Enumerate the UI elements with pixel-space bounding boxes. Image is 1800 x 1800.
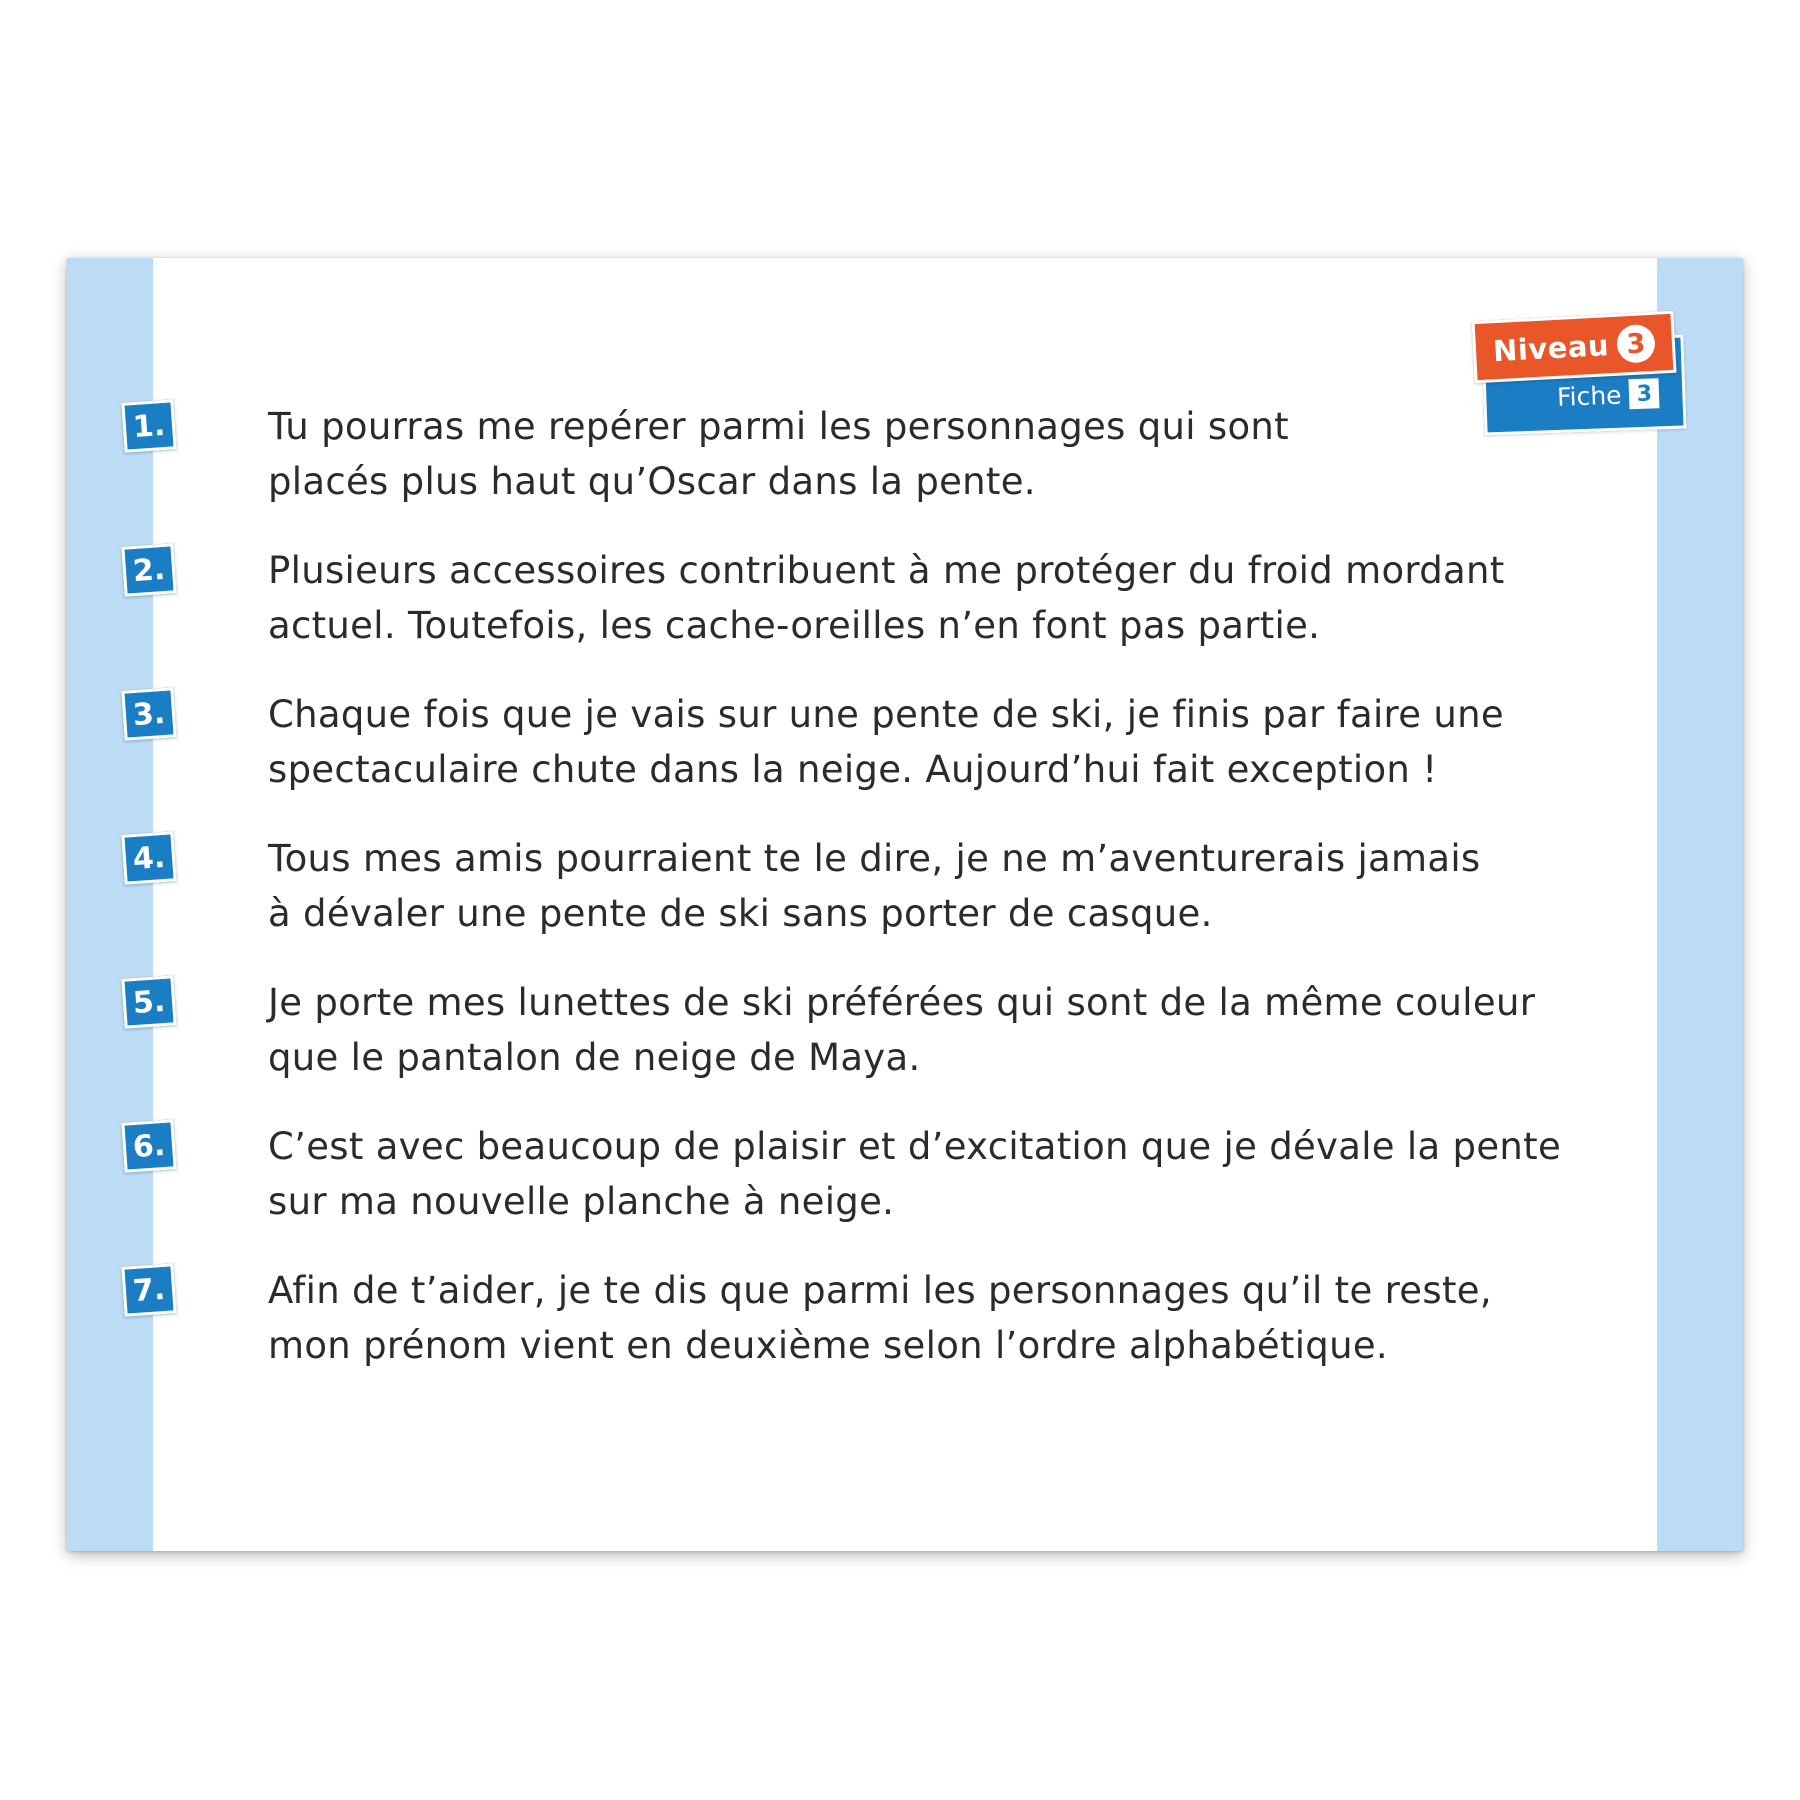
clue-item	[123, 1117, 1583, 1265]
clue-item	[123, 685, 1583, 833]
right-side-band	[1657, 258, 1743, 1551]
clue-text-line: sur ma nouvelle planche à neige.	[268, 1180, 895, 1223]
clue-item	[123, 829, 1583, 977]
clue-text-line: Chaque fois que je vais sur une pente de ski, je finis par faire une	[268, 693, 1504, 736]
clue-number: 6.	[121, 1119, 176, 1173]
niveau-label: Niveau	[1492, 328, 1610, 369]
clue-item	[123, 397, 1583, 545]
clue-text-line: C’est avec beaucoup de plaisir et d’excitation que je dévale la pente	[268, 1125, 1562, 1168]
clue-list	[123, 401, 1583, 1409]
clue-text-line: spectaculaire chute dans la neige. Aujourd’hui fait exception !	[268, 748, 1438, 791]
fiche-label: Fiche	[1556, 380, 1622, 412]
clue-text-line: Tu pourras me repérer parmi les personnages qui sont	[268, 405, 1289, 448]
clue-number: 4.	[121, 831, 176, 885]
clue-text-line: mon prénom vient en deuxième selon l’ordre alphabétique.	[268, 1324, 1388, 1367]
clue-number: 7.	[121, 1263, 176, 1317]
clue-number: 3.	[121, 687, 176, 741]
clue-text-line: Tous mes amis pourraient te le dire, je ne m’aventurerais jamais	[268, 837, 1481, 880]
clue-text-line: Plusieurs accessoires contribuent à me protéger du froid mordant	[268, 549, 1505, 592]
clue-text-line: Je porte mes lunettes de ski préférées qui sont de la même couleur	[268, 981, 1536, 1024]
clue-text-line: placés plus haut qu’Oscar dans la pente.	[268, 460, 1036, 503]
clue-number: 5.	[121, 975, 176, 1029]
clue-item	[123, 973, 1583, 1121]
clue-item	[123, 1261, 1583, 1409]
clue-number: 2.	[121, 543, 176, 597]
clue-card	[67, 258, 1743, 1551]
clue-text-line: à dévaler une pente de ski sans porter de casque.	[268, 892, 1213, 935]
niveau-number: 3	[1616, 324, 1656, 364]
clue-text-line: actuel. Toutefois, les cache-oreilles n’en font pas partie.	[268, 604, 1321, 647]
clue-text-line: Afin de t’aider, je te dis que parmi les personnages qu’il te reste,	[268, 1269, 1492, 1312]
clue-number: 1.	[121, 399, 176, 453]
niveau-tag	[1472, 311, 1677, 383]
clue-item	[123, 541, 1583, 689]
clue-text-line: que le pantalon de neige de Maya.	[268, 1036, 921, 1079]
fiche-number: 3	[1628, 378, 1659, 409]
